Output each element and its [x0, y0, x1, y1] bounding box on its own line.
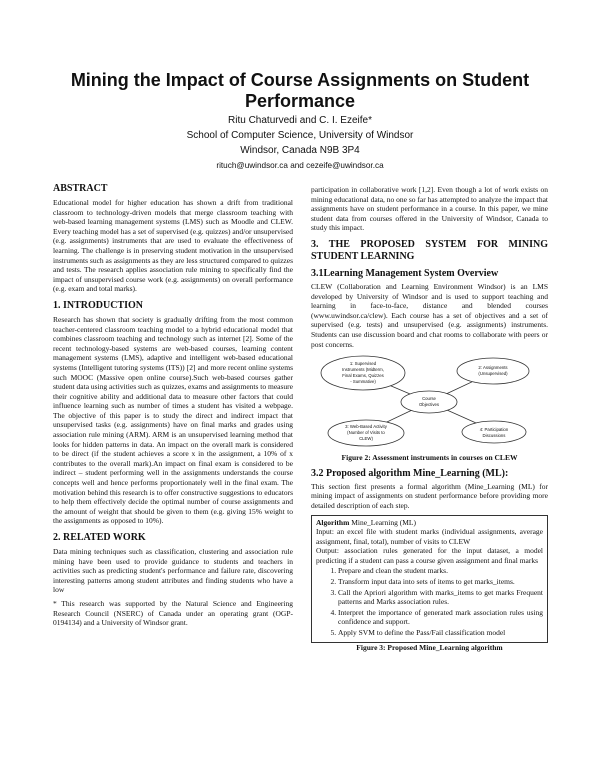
node-participation: [462, 421, 526, 443]
figure2-caption: Figure 2: Assessment instruments in courses on CLEW: [341, 453, 518, 463]
algorithm-input: Input: an excel file with student marks (individual assignments, average assignment, final, total), number of visits to CLEW: [316, 527, 543, 546]
footnote: * This research was supported by the Natural Science and Engineering Research Council (NSERC) of Canada under an operating grant (OGP-0194134) and a University of Windsor grant.: [53, 598, 293, 628]
intro-heading: 1. INTRODUCTION: [53, 299, 144, 311]
algorithm-name: Mine_Learning (ML): [351, 517, 416, 527]
abstract-heading: ABSTRACT: [53, 183, 108, 194]
algorithm-label: Algorithm: [316, 517, 350, 527]
algorithm-title: [316, 518, 543, 528]
author-emails: rituch@uwindsor.ca and cezeife@uwindsor.ca: [216, 161, 384, 170]
node-label: (Number of Visits to: [347, 430, 385, 436]
node-label: (Unsupervised): [478, 371, 508, 377]
section32-text: This section first presents a formal algorithm (Mine_Learning (ML) for mining impact of assignments on student performance before providing more detailed description of each step.: [311, 481, 548, 510]
node-label: CLEW): [359, 436, 373, 442]
node-label: Course: [422, 396, 436, 402]
section31-heading: 3.1Learning Management System Overview: [311, 267, 499, 279]
node-label: - Summative): [350, 379, 376, 385]
section31-text: CLEW (Collaboration and Learning Environment Windsor) is an LMS developed by University of Windsor and is used to support teaching and learning in face-to-face, distance and blended courses (www.uwindsor.ca/clew). Each course has a set of objectives and a set of supervised (e.g. tests) and unsupervised (e.g. assignments) instruments. Students can use discussion board and chat rooms to collaborate with peers or post concerns.: [311, 281, 548, 349]
figure2-diagram: [311, 352, 548, 452]
algorithm-step: 4. Interpret the importance of generated mark association rules using confidence and support.: [338, 608, 543, 627]
abstract-text: Educational model for higher education has shown a drift from traditional classroom to technology-driven models that merge classroom teaching with web-based learning management systems (LMS) such as Moodle and CLEW. Every teaching model has a set of supervised (e.g. quizzes) and/or unsupervised (e.g. assignments) instruments that are used to evaluate the effectiveness of learning. The challenge is in preserving student motivation in the unsupervised instruments such as assignments as they are less structured compared to quizzes and tests. The research applies association rule mining to specifically find the impact of unsupervised course work (e.g. assignments) on overall performance (e.g. exam and total marks).: [53, 198, 293, 294]
node-label: Final Exams, Quizzes: [342, 373, 384, 379]
node-label: Objectives: [418, 402, 440, 408]
related-heading: 2. RELATED WORK: [53, 532, 146, 543]
algorithm-step: 5. Apply SVM to define the Pass/Fail classification model: [338, 628, 543, 638]
algorithm-step: 3. Call the Apriori algorithm with marks_items to get marks Frequent patterns and Marks association rules.: [338, 588, 543, 607]
figure3-caption: Figure 3: Proposed Mine_Learning algorithm: [356, 642, 503, 652]
author-block: [100, 113, 500, 173]
left-column: [53, 183, 293, 628]
author-location: Windsor, Canada N9B 3P4: [240, 145, 360, 156]
related-text: Data mining techniques such as classification, clustering and association rule mining have been used to provide guidance to students and teachers in activities such as predicting student's performance and failure rate, discovering interesting patterns among student attributes and finding students who have a low: [53, 547, 293, 595]
right-column: [311, 185, 548, 652]
author-names: Ritu Chaturvedi and C. I. Ezeife*: [228, 115, 372, 126]
node-label: 2: Assignments: [478, 365, 508, 371]
section32-heading: 3.2 Proposed algorithm Mine_Learning (ML):: [311, 467, 509, 479]
node-label: Instruments (Midterm,: [342, 367, 384, 373]
right-intro-text: participation in collaborative work [1,2]. Even though a lot of work exists on mining educational data, no one so far has attempted to analyze the impact that assignments have on student performance in a course. In this paper, we mine student data from courses offered in the University of Windsor, Canada to study this impact.: [311, 185, 549, 233]
node-label: 3: Web-Based Activity: [345, 424, 387, 430]
algorithm-output: Output: association rules generated for the input dataset, a model predicting if a student can pass a course given assignment and final marks: [316, 546, 543, 565]
node-label: 1: Supervised: [349, 361, 377, 367]
author-affiliation: School of Computer Science, University of Windsor: [186, 130, 414, 141]
intro-text: Research has shown that society is gradually drifting from the most common teacher-centered classroom teaching model to a hybrid educational model that combines classroom teaching and technology such as internet [2]. Some of the recent technology-based systems are web-based courses, learning content management systems (LMS), adaptive and intelligent web-based educational systems (Intelligent tutoring systems (ITS)) [2] and more recent online systems such MOOC (Massive open online course).Such web-based courses gather student data using activities such as quizzes, exams and assignments to measure their cognitive ability and additional data to measure other factors that could influence learning such as number of times a student has visited a webpage. The objective of this paper is to study the direct and indirect impact that unsupervised tasks (e.g. assignments) have on final marks and grades using association rule mining (ARM). ARM is an unsupervised learning method that looks for hidden patterns in data. An impact on the overall mark is considered to be direct (if the student achieves a score x in the assignment, a 10% of x contributes to the overall mark).An impact on final exam is considered to be indirect – student performing well in the assignments understands the course concepts well and hence performs proportionately well in the final exam. The motivation behind this research is to offer constructive suggestions to educators to help them effectively decide the optimal number of course assignments and the amount of weight that should be given to them (e.g. giving 15% weight to the assignments as opposed to 10%).: [53, 314, 293, 526]
node-label: Discussions: [482, 433, 506, 439]
section3-heading: 3. THE PROPOSED SYSTEM FOR MINING STUDENT LEARNING: [311, 238, 548, 262]
algorithm-steps: [316, 566, 543, 637]
algorithm-step: 2. Transform input data into sets of items to get marks_items.: [338, 577, 543, 587]
algorithm-step: 1. Prepare and clean the student marks.: [338, 566, 543, 576]
algorithm-box: [311, 515, 548, 643]
paper-title: Mining the Impact of Course Assignments on Student Performance: [70, 70, 530, 111]
node-label: 4: Participation: [479, 427, 509, 433]
